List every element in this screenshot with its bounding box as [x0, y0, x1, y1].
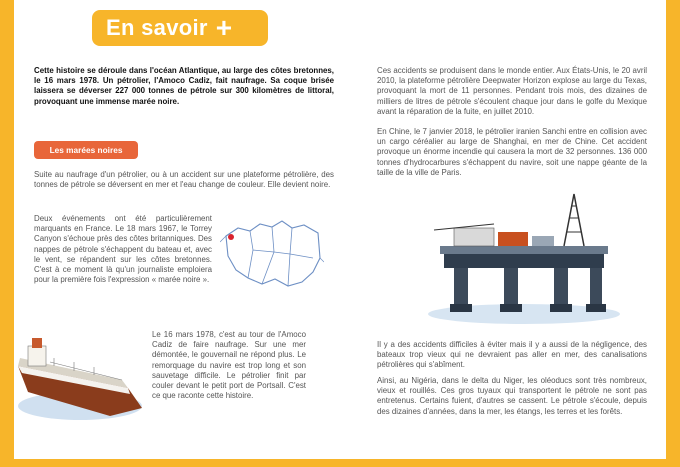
intro-paragraph: Cette histoire se déroule dans l'océan Atlantique, au large des côtes bretonnes, le 16 mars 1978. Un pétrolier, l'Amoco Cadiz, fait naufrage. Sa coque brisée laissera se déverser 227 000 tonnes de pétrole sur 300 kilomètres de littoral, provoquant une immense marée noire. [34, 66, 334, 106]
oil-tanker-icon [10, 318, 150, 428]
paragraph-oil-spills: Suite au naufrage d'un pétrolier, ou à un accident sur une plateforme pétrolière, des tonnes de pétrole se déversent en mer et l'eau change de couleur. Elle devient noire. [34, 170, 334, 190]
paragraph-sanchi: En Chine, le 7 janvier 2018, le pétrolier iranien Sanchi entre en collision avec un cargo céréalier au large de Shanghai, en mer de Chine. Cet accident provoque un énorme incendie qui causera la mort de 32 personnes. 136 000 tonnes d'hydrocarbures s'échappent du navire, soit une nappe géante de la taille de la ville de Paris. [377, 127, 647, 177]
brittany-map-icon [220, 200, 324, 304]
section-title-badge: Les marées noires [34, 141, 138, 159]
paragraph-deepwater-horizon: Ces accidents se produisent dans le monde entier. Aux États-Unis, le 20 avril 2010, la plateforme pétrolière Deepwater Horizon explose au large du Texas, provoquant la mort de 11 personnes. Pendant trois mois, des dizaines de milliers de litres de pétrole s'écoulent chaque jour dans le golfe du Mexique avant la réparation de la fuite, en juillet 2010. [377, 66, 647, 116]
paragraph-torrey-canyon: Deux événements ont été particulièrement marquants en France. Le 18 mars 1967, le Torrey Canyon s'échoue près des côtes britanniques. Des nappes de pétrole s'échappent du bateau et, avec le vent, se répandent sur les côtes bretonnes. C'est à ce moment là qu'un journaliste emploiera pour la première fois l'expression « marée noire ». [34, 214, 212, 285]
paragraph-amoco-cadiz: Le 16 mars 1978, c'est au tour de l'Amoco Cadiz de faire naufrage. Sur une mer démontée, le gouvernail ne répond plus. Le remorquage du navire est trop long et son sauvetage difficile. Le pétrolier finit par couler devant le petit port de Portsall. C'est ce que raconte cette histoire. [152, 330, 306, 401]
paragraph-negligence: Il y a des accidents difficiles à éviter mais il y a aussi de la négligence, des bateaux trop vieux qui ne devraient pas aller en mer, des canalisations pétrolières qui s'abîment. [377, 340, 647, 370]
plus-icon: + [215, 12, 233, 43]
header-title: En savoir [106, 15, 208, 40]
paragraph-niger-delta: Ainsi, au Nigéria, dans le delta du Niger, les oléoducs sont très nombreux, vieux et rouillés. Ces gros tuyaux qui transportent le pétrole ne sont pas entretenus. Certains fuient, d'autres se cassent. Le pétrole s'écoule, depuis des dizaines d'années, dans la mer, les étangs, les terres et les forêts. [377, 376, 647, 416]
oil-platform-icon [424, 188, 624, 328]
marker-icon [228, 234, 234, 240]
header-tab [92, 10, 268, 46]
